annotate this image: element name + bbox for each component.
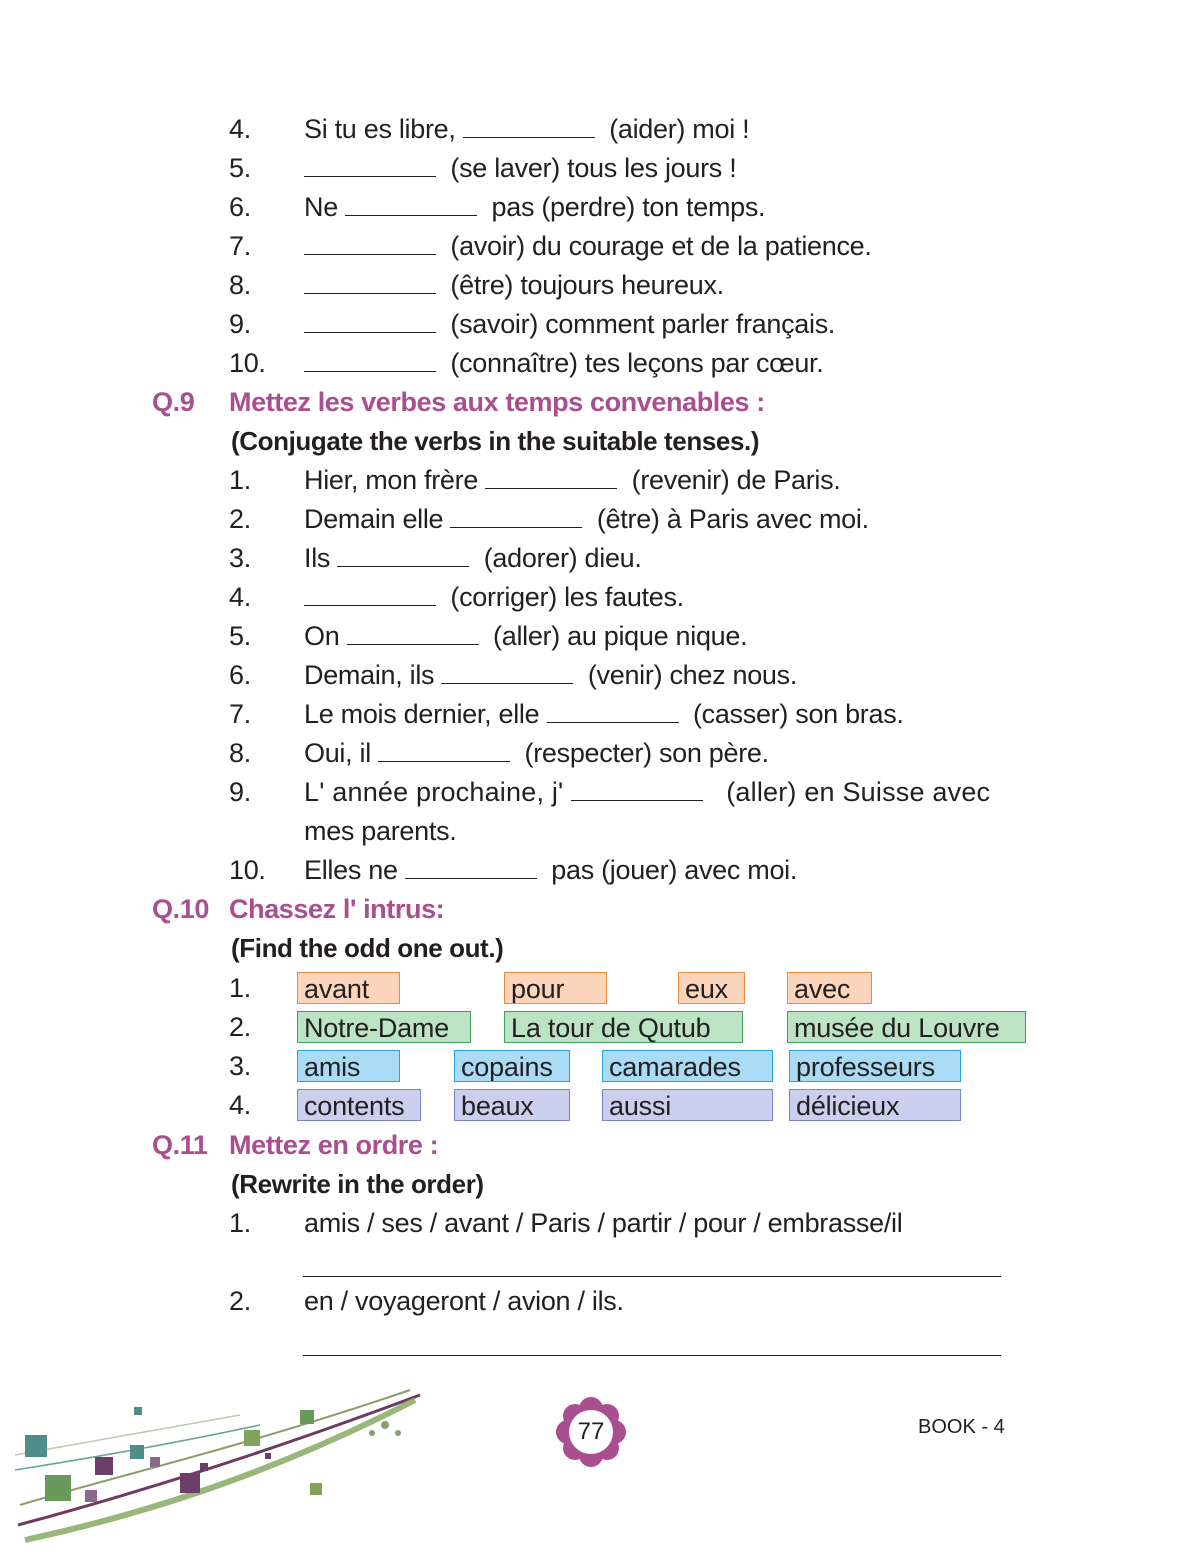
q11-label: Q.11 xyxy=(152,1130,208,1160)
text-before: Ils xyxy=(304,543,331,573)
q10-subtitle: (Find the odd one out.) xyxy=(231,933,504,963)
text-after: (aller) au pique nique. xyxy=(493,621,748,651)
q11-subtitle: (Rewrite in the order) xyxy=(231,1169,484,1199)
answer-blank[interactable] xyxy=(304,583,436,606)
answer-blank[interactable] xyxy=(347,622,479,645)
text-before: Demain elle xyxy=(304,504,444,534)
text-before: Oui, il xyxy=(304,738,371,768)
q10-label: Q.10 xyxy=(152,894,209,924)
item-text xyxy=(304,190,765,224)
answer-blank[interactable] xyxy=(304,232,436,255)
text-after: (savoir) comment parler français. xyxy=(450,309,836,339)
q11-title: Mettez en ordre : xyxy=(229,1130,439,1160)
answer-blank[interactable] xyxy=(304,154,436,177)
word-option[interactable]: avant xyxy=(297,972,400,1004)
answer-blank[interactable] xyxy=(405,856,537,879)
text-before: Le mois dernier, elle xyxy=(304,699,540,729)
item-number: 3. xyxy=(229,543,251,573)
decorative-vine-illustration xyxy=(0,1385,430,1545)
word-option[interactable]: pour xyxy=(504,972,607,1004)
answer-blank[interactable] xyxy=(304,349,436,372)
q9-item-8 xyxy=(304,736,769,770)
q9-item-10 xyxy=(304,853,797,887)
answer-blank[interactable] xyxy=(345,193,477,216)
q9-item-9-continuation: mes parents. xyxy=(304,816,457,846)
word-option[interactable]: contents xyxy=(297,1089,421,1121)
item-number: 6. xyxy=(229,192,251,222)
item-text xyxy=(304,112,749,146)
text-before: Elles ne xyxy=(304,855,398,885)
word-option[interactable]: délicieux xyxy=(789,1089,961,1121)
answer-blank[interactable] xyxy=(485,466,617,489)
item-number: 9. xyxy=(229,309,251,339)
item-text xyxy=(304,229,872,263)
text-before: On xyxy=(304,621,340,651)
q11-item-1-text: amis / ses / avant / Paris / partir / pour / embrasse/il xyxy=(304,1208,903,1238)
item-number: 7. xyxy=(229,699,251,729)
word-option[interactable]: amis xyxy=(297,1050,400,1082)
text-after: (corriger) les fautes. xyxy=(450,582,684,612)
item-number: 10. xyxy=(229,855,266,885)
q11-item-2-text: en / voyageront / avion / ils. xyxy=(304,1286,624,1316)
q9-item-3 xyxy=(304,541,642,575)
text-after: pas (jouer) avec moi. xyxy=(551,855,798,885)
text-after: pas (perdre) ton temps. xyxy=(491,192,766,222)
answer-blank[interactable] xyxy=(304,310,436,333)
q9-item-4 xyxy=(304,580,684,614)
item-number: 6. xyxy=(229,660,251,690)
q9-item-2 xyxy=(304,502,869,536)
word-option[interactable]: copains xyxy=(454,1050,570,1082)
item-number: 8. xyxy=(229,270,251,300)
text-after: (adorer) dieu. xyxy=(483,543,642,573)
word-option[interactable]: musée du Louvre xyxy=(787,1011,1026,1043)
answer-blank[interactable] xyxy=(378,739,510,762)
text-after: (se laver) tous les jours ! xyxy=(450,153,737,183)
book-label: BOOK - 4 xyxy=(918,1416,1005,1438)
q9-subtitle: (Conjugate the verbs in the suitable tenses.) xyxy=(231,426,760,456)
item-text xyxy=(304,307,835,341)
text-before: L' année prochaine, j' xyxy=(304,777,564,807)
item-text xyxy=(304,151,736,185)
item-number: 2. xyxy=(229,504,251,534)
answer-blank[interactable] xyxy=(571,778,703,801)
row-number: 4. xyxy=(229,1090,251,1120)
item-number: 4. xyxy=(229,582,251,612)
q9-label: Q.9 xyxy=(152,387,195,417)
item-text xyxy=(304,268,724,302)
word-option[interactable]: La tour de Qutub xyxy=(504,1011,743,1043)
word-option[interactable]: aussi xyxy=(602,1089,773,1121)
item-number: 5. xyxy=(229,621,251,651)
answer-blank[interactable] xyxy=(450,505,582,528)
item-number: 4. xyxy=(229,114,251,144)
answer-blank[interactable] xyxy=(441,661,573,684)
word-option[interactable]: beaux xyxy=(454,1089,570,1121)
item-text xyxy=(304,346,823,380)
item-number: 1. xyxy=(229,1208,251,1238)
text-before: Si tu es libre, xyxy=(304,114,456,144)
item-number: 7. xyxy=(229,231,251,261)
text-after: (avoir) du courage et de la patience. xyxy=(450,231,872,261)
item-number: 5. xyxy=(229,153,251,183)
q9-item-7 xyxy=(304,697,904,731)
q9-item-6 xyxy=(304,658,797,692)
text-after: (être) toujours heureux. xyxy=(450,270,724,300)
answer-line[interactable] xyxy=(303,1276,1001,1277)
word-option[interactable]: camarades xyxy=(602,1050,773,1082)
word-option[interactable]: professeurs xyxy=(789,1050,961,1082)
item-number: 9. xyxy=(229,777,251,807)
text-before: Demain, ils xyxy=(304,660,435,690)
q9-item-5 xyxy=(304,619,747,653)
answer-line[interactable] xyxy=(303,1355,1001,1356)
text-after: (respecter) son père. xyxy=(524,738,769,768)
text-after: (aller) en Suisse avec xyxy=(726,777,991,807)
word-option[interactable]: avec xyxy=(787,972,872,1004)
item-number: 1. xyxy=(229,465,251,495)
text-after: (venir) chez nous. xyxy=(587,660,798,690)
text-before: Ne xyxy=(304,192,338,222)
answer-blank[interactable] xyxy=(304,271,436,294)
text-after: (revenir) de Paris. xyxy=(631,465,841,495)
text-after: (connaître) tes leçons par cœur. xyxy=(450,348,824,378)
text-after: (casser) son bras. xyxy=(692,699,904,729)
word-option[interactable]: Notre-Dame xyxy=(297,1011,471,1043)
item-number: 8. xyxy=(229,738,251,768)
answer-blank[interactable] xyxy=(463,115,595,138)
q9-item-9 xyxy=(304,775,990,809)
item-number: 10. xyxy=(229,348,266,378)
word-option[interactable]: eux xyxy=(678,972,745,1004)
row-number: 3. xyxy=(229,1051,251,1081)
answer-blank[interactable] xyxy=(547,700,679,723)
q9-title: Mettez les verbes aux temps convenables : xyxy=(229,387,765,417)
text-before: Hier, mon frère xyxy=(304,465,479,495)
row-number: 1. xyxy=(229,973,251,1003)
answer-blank[interactable] xyxy=(337,544,469,567)
text-after: (être) à Paris avec moi. xyxy=(596,504,869,534)
q9-item-1 xyxy=(304,463,841,497)
row-number: 2. xyxy=(229,1012,251,1042)
page-number: 77 xyxy=(577,1418,605,1445)
item-number: 2. xyxy=(229,1286,251,1316)
q10-title: Chassez l' intrus: xyxy=(229,894,445,924)
text-after: (aider) moi ! xyxy=(609,114,750,144)
